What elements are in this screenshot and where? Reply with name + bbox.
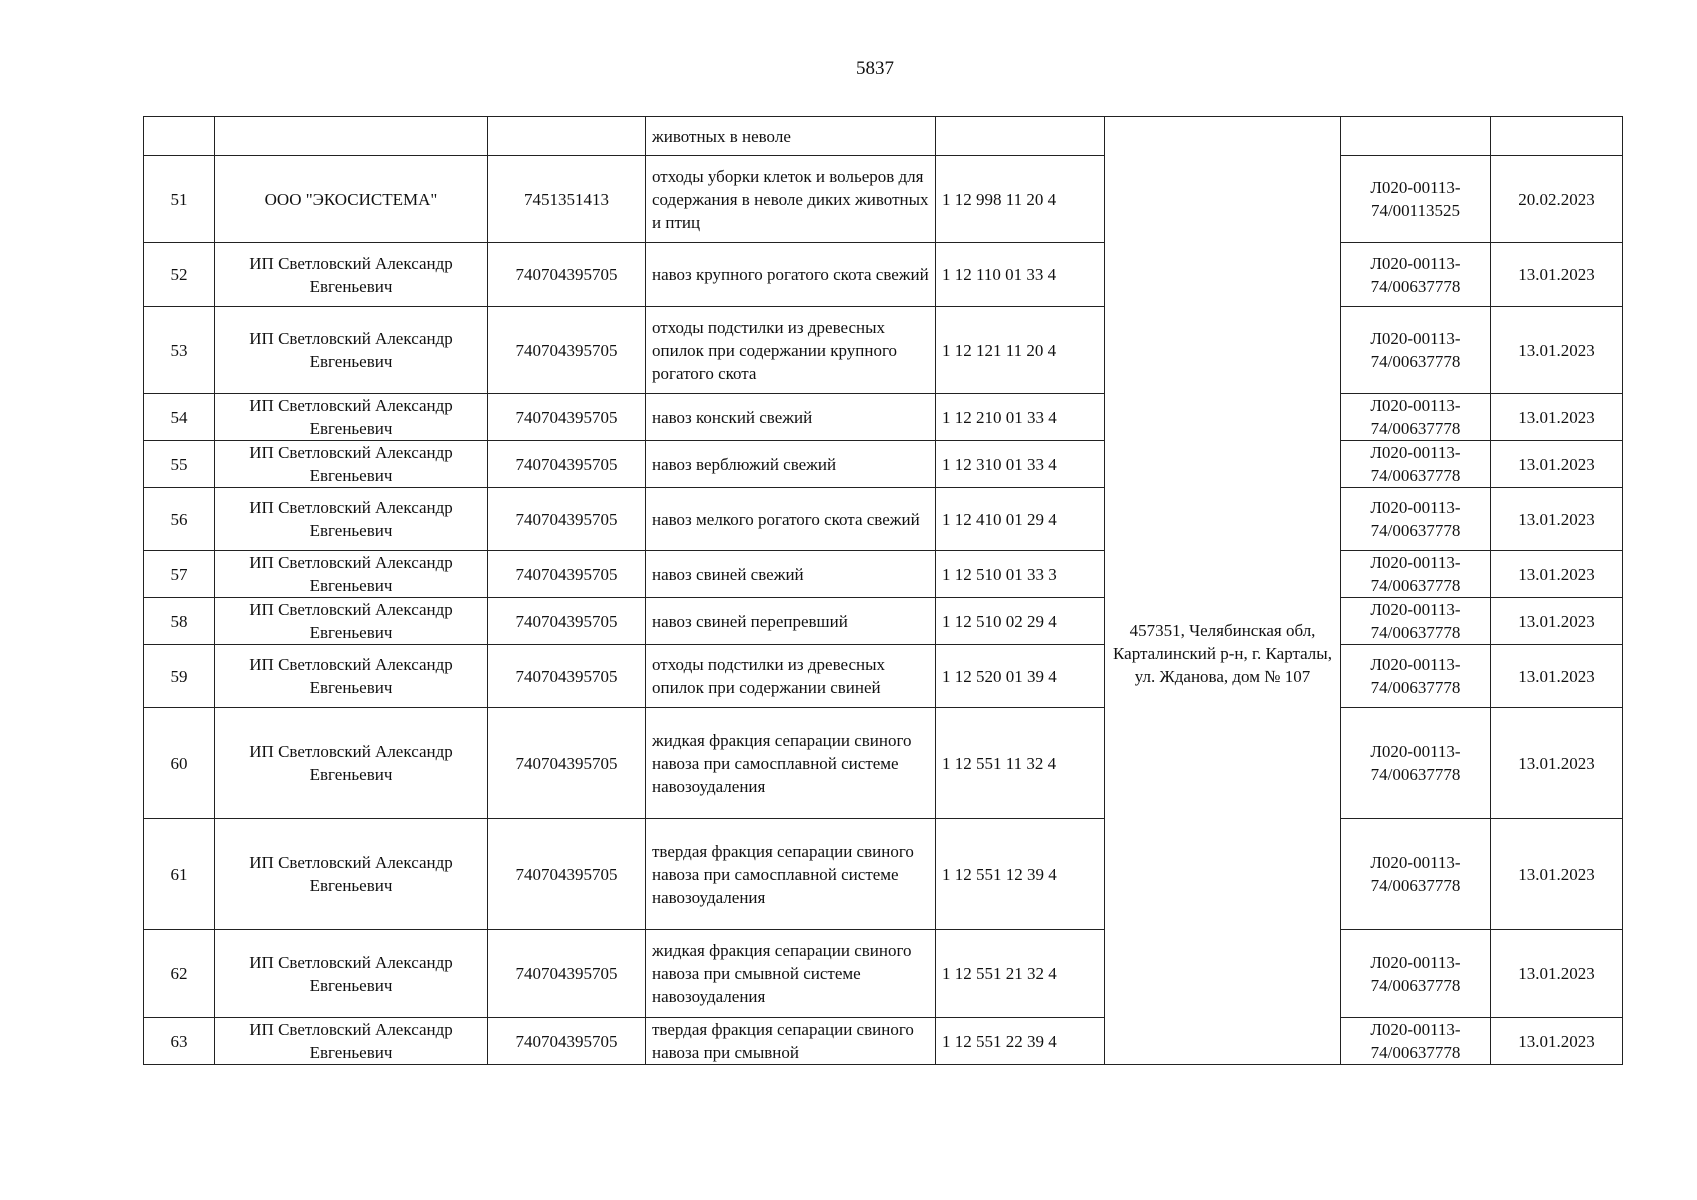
table-row xyxy=(144,1018,1623,1065)
license-number-cell xyxy=(1341,117,1491,156)
fkko-code-cell: 1 12 551 21 32 4 xyxy=(936,930,1105,1018)
row-number-cell: 62 xyxy=(144,930,215,1018)
waste-description-cell: твердая фракция сепарации свиного навоза при смывной xyxy=(646,1018,936,1065)
inn-cell: 740704395705 xyxy=(488,819,646,930)
row-number-cell: 52 xyxy=(144,243,215,307)
waste-description-cell: животных в неволе xyxy=(646,117,936,156)
license-date-cell: 13.01.2023 xyxy=(1491,243,1623,307)
table-row xyxy=(144,394,1623,441)
table-row xyxy=(144,441,1623,488)
license-date-cell: 13.01.2023 xyxy=(1491,394,1623,441)
fkko-code-cell: 1 12 121 11 20 4 xyxy=(936,307,1105,394)
inn-cell: 740704395705 xyxy=(488,243,646,307)
fkko-code-cell: 1 12 510 02 29 4 xyxy=(936,598,1105,645)
row-number-cell: 63 xyxy=(144,1018,215,1065)
table-row xyxy=(144,117,1623,156)
fkko-code-cell: 1 12 410 01 29 4 xyxy=(936,488,1105,551)
organization-name-cell: ИП Светловский Александр Евгеньевич xyxy=(215,488,488,551)
fkko-code-cell: 1 12 551 11 32 4 xyxy=(936,708,1105,819)
fkko-code-cell: 1 12 110 01 33 4 xyxy=(936,243,1105,307)
row-number-cell xyxy=(144,117,215,156)
waste-description-cell: жидкая фракция сепарации свиного навоза при самосплавной системе навозоудаления xyxy=(646,708,936,819)
waste-description-cell: навоз конский свежий xyxy=(646,394,936,441)
license-date-cell: 13.01.2023 xyxy=(1491,1018,1623,1065)
row-number-cell: 55 xyxy=(144,441,215,488)
license-number-cell: Л020-00113-74/00637778 xyxy=(1341,819,1491,930)
row-number-cell: 54 xyxy=(144,394,215,441)
table-row xyxy=(144,488,1623,551)
organization-name-cell: ИП Светловский Александр Евгеньевич xyxy=(215,645,488,708)
organization-name-cell: ИП Светловский Александр Евгеньевич xyxy=(215,598,488,645)
table-row xyxy=(144,819,1623,930)
license-date-cell: 13.01.2023 xyxy=(1491,441,1623,488)
fkko-code-cell: 1 12 310 01 33 4 xyxy=(936,441,1105,488)
waste-description-cell: отходы подстилки из древесных опилок при содержании свиней xyxy=(646,645,936,708)
waste-description-cell: отходы уборки клеток и вольеров для содержания в неволе диких животных и птиц xyxy=(646,156,936,243)
license-date-cell xyxy=(1491,117,1623,156)
inn-cell: 740704395705 xyxy=(488,551,646,598)
waste-description-cell: твердая фракция сепарации свиного навоза при самосплавной системе навозоудаления xyxy=(646,819,936,930)
waste-description-cell: жидкая фракция сепарации свиного навоза при смывной системе навозоудаления xyxy=(646,930,936,1018)
waste-description-cell: навоз свиней свежий xyxy=(646,551,936,598)
license-number-cell: Л020-00113-74/00637778 xyxy=(1341,441,1491,488)
license-date-cell: 20.02.2023 xyxy=(1491,156,1623,243)
license-number-cell: Л020-00113-74/00637778 xyxy=(1341,488,1491,551)
license-number-cell: Л020-00113-74/00637778 xyxy=(1341,708,1491,819)
license-number-cell: Л020-00113-74/00637778 xyxy=(1341,645,1491,708)
waste-description-cell: навоз свиней перепревший xyxy=(646,598,936,645)
license-date-cell: 13.01.2023 xyxy=(1491,645,1623,708)
license-number-cell: Л020-00113-74/00637778 xyxy=(1341,307,1491,394)
license-date-cell: 13.01.2023 xyxy=(1491,819,1623,930)
inn-cell: 740704395705 xyxy=(488,307,646,394)
inn-cell: 740704395705 xyxy=(488,598,646,645)
fkko-code-cell: 1 12 998 11 20 4 xyxy=(936,156,1105,243)
license-date-cell: 13.01.2023 xyxy=(1491,307,1623,394)
table-row xyxy=(144,307,1623,394)
fkko-code-cell: 1 12 520 01 39 4 xyxy=(936,645,1105,708)
license-number-cell: Л020-00113-74/00637778 xyxy=(1341,243,1491,307)
organization-name-cell: ИП Светловский Александр Евгеньевич xyxy=(215,243,488,307)
page-number: 5837 xyxy=(856,58,894,79)
organization-name-cell: ИП Светловский Александр Евгеньевич xyxy=(215,551,488,598)
organization-name-cell: ИП Светловский Александр Евгеньевич xyxy=(215,394,488,441)
row-number-cell: 60 xyxy=(144,708,215,819)
row-number-cell: 51 xyxy=(144,156,215,243)
inn-cell: 7451351413 xyxy=(488,156,646,243)
fkko-code-cell: 1 12 551 12 39 4 xyxy=(936,819,1105,930)
waste-description-cell: навоз мелкого рогатого скота свежий xyxy=(646,488,936,551)
address-cell xyxy=(1105,117,1341,1065)
inn-cell xyxy=(488,117,646,156)
inn-cell: 740704395705 xyxy=(488,1018,646,1065)
waste-description-cell: навоз крупного рогатого скота свежий xyxy=(646,243,936,307)
license-number-cell: Л020-00113-74/00113525 xyxy=(1341,156,1491,243)
table-row xyxy=(144,708,1623,819)
table-row xyxy=(144,156,1623,243)
row-number-cell: 58 xyxy=(144,598,215,645)
row-number-cell: 53 xyxy=(144,307,215,394)
row-number-cell: 56 xyxy=(144,488,215,551)
inn-cell: 740704395705 xyxy=(488,930,646,1018)
license-number-cell: Л020-00113-74/00637778 xyxy=(1341,930,1491,1018)
license-date-cell: 13.01.2023 xyxy=(1491,708,1623,819)
address-text: 457351, Челябинская обл, Карталинский р-н, г. Карталы, ул. Жданова, дом № 107 xyxy=(1113,621,1332,686)
inn-cell: 740704395705 xyxy=(488,645,646,708)
inn-cell: 740704395705 xyxy=(488,488,646,551)
waste-description-cell: навоз верблюжий свежий xyxy=(646,441,936,488)
table-row xyxy=(144,551,1623,598)
license-number-cell: Л020-00113-74/00637778 xyxy=(1341,598,1491,645)
organization-name-cell: ИП Светловский Александр Евгеньевич xyxy=(215,819,488,930)
license-date-cell: 13.01.2023 xyxy=(1491,598,1623,645)
fkko-code-cell: 1 12 551 22 39 4 xyxy=(936,1018,1105,1065)
table-row xyxy=(144,645,1623,708)
license-date-cell: 13.01.2023 xyxy=(1491,488,1623,551)
license-date-cell: 13.01.2023 xyxy=(1491,930,1623,1018)
organization-name-cell: ИП Светловский Александр Евгеньевич xyxy=(215,1018,488,1065)
license-number-cell: Л020-00113-74/00637778 xyxy=(1341,394,1491,441)
fkko-code-cell: 1 12 210 01 33 4 xyxy=(936,394,1105,441)
fkko-code-cell: 1 12 510 01 33 3 xyxy=(936,551,1105,598)
table-row xyxy=(144,243,1623,307)
fkko-code-cell xyxy=(936,117,1105,156)
license-date-cell: 13.01.2023 xyxy=(1491,551,1623,598)
license-number-cell: Л020-00113-74/00637778 xyxy=(1341,1018,1491,1065)
organization-name-cell xyxy=(215,117,488,156)
inn-cell: 740704395705 xyxy=(488,441,646,488)
waste-description-cell: отходы подстилки из древесных опилок при содержании крупного рогатого скота xyxy=(646,307,936,394)
license-number-cell: Л020-00113-74/00637778 xyxy=(1341,551,1491,598)
table-body xyxy=(144,117,1623,1065)
row-number-cell: 59 xyxy=(144,645,215,708)
organization-name-cell: ИП Светловский Александр Евгеньевич xyxy=(215,307,488,394)
table-row xyxy=(144,930,1623,1018)
organization-name-cell: ИП Светловский Александр Евгеньевич xyxy=(215,441,488,488)
waste-registry-table xyxy=(143,116,1623,1065)
address-spacer xyxy=(1111,493,1334,619)
row-number-cell: 61 xyxy=(144,819,215,930)
organization-name-cell: ООО "ЭКОСИСТЕМА" xyxy=(215,156,488,243)
inn-cell: 740704395705 xyxy=(488,708,646,819)
row-number-cell: 57 xyxy=(144,551,215,598)
inn-cell: 740704395705 xyxy=(488,394,646,441)
table-row xyxy=(144,598,1623,645)
organization-name-cell: ИП Светловский Александр Евгеньевич xyxy=(215,930,488,1018)
organization-name-cell: ИП Светловский Александр Евгеньевич xyxy=(215,708,488,819)
